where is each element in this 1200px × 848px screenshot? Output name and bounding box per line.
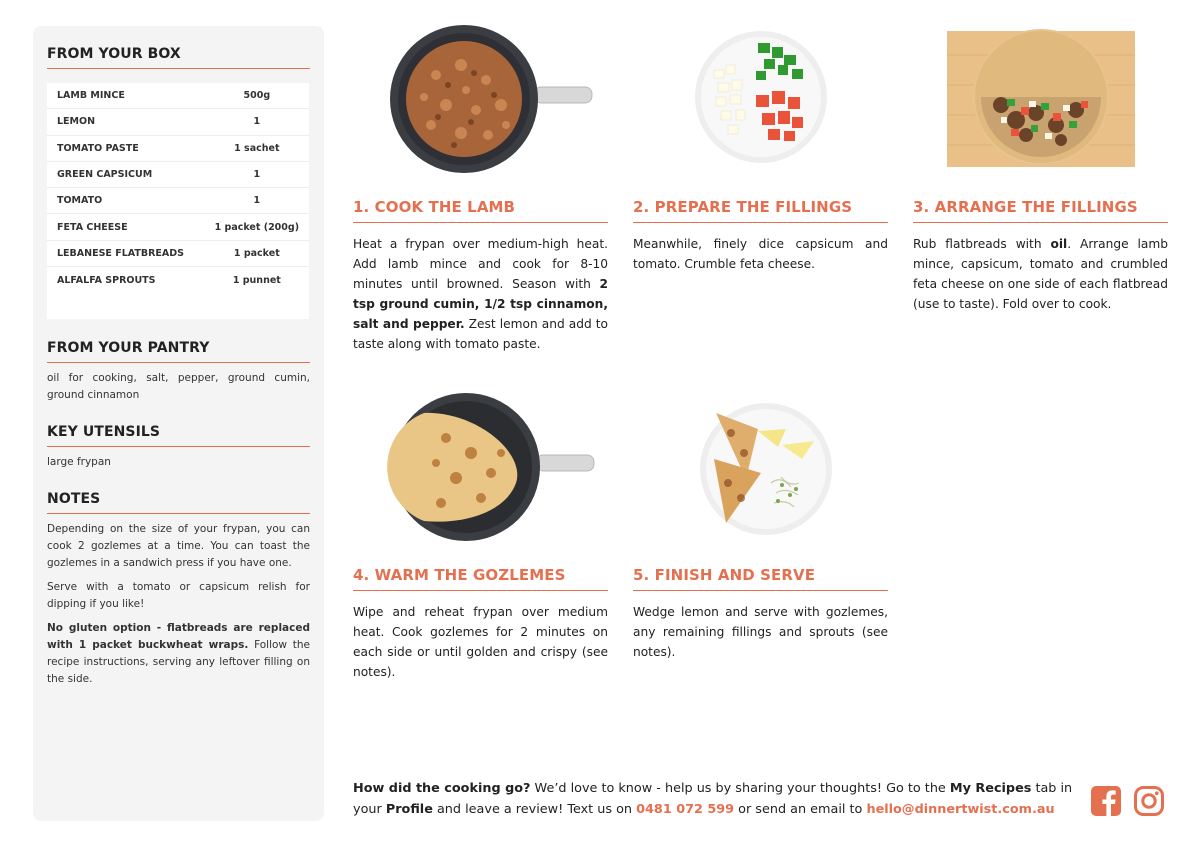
step-text bbox=[353, 234, 608, 354]
footer-bold: How did the cooking go? bbox=[353, 781, 531, 796]
step-text: Wedge lemon and serve with gozlemes, any remaining fillings and sprouts (see notes). bbox=[633, 605, 888, 659]
served-gozleme-image bbox=[633, 392, 888, 542]
ingredient-qty: 1 packet bbox=[233, 247, 280, 259]
ingredient-row bbox=[47, 136, 309, 162]
step-text bbox=[913, 234, 1168, 314]
instagram-icon[interactable] bbox=[1133, 785, 1165, 817]
ingredient-row bbox=[47, 162, 309, 188]
step-2 bbox=[633, 24, 888, 274]
ingredient-row bbox=[47, 83, 309, 109]
pantry-heading: FROM YOUR PANTRY bbox=[47, 340, 310, 363]
ingredient-name: LAMB MINCE bbox=[57, 90, 125, 102]
step-text-part: Heat a frypan over medium-high heat. Add lamb mince and cook for 8-10 minutes until browned. Season with bbox=[353, 237, 608, 291]
step-4 bbox=[353, 392, 608, 682]
ingredient-qty: 1 packet (200g) bbox=[214, 221, 300, 233]
utensils-text: large frypan bbox=[47, 456, 111, 468]
step-title: 5. FINISH AND SERVE bbox=[633, 566, 888, 591]
ingredient-qty: 1 bbox=[253, 116, 261, 128]
fillings-plate-image bbox=[633, 24, 888, 174]
box-heading: FROM YOUR BOX bbox=[47, 46, 310, 69]
ingredient-row bbox=[47, 188, 309, 214]
ingredient-name: ALFALFA SPROUTS bbox=[57, 274, 156, 286]
ingredient-row bbox=[47, 267, 309, 293]
gluten-option-text: No gluten option - flatbreads are replaced with 1 packet buckwheat wraps. bbox=[47, 622, 310, 651]
ingredient-name: GREEN CAPSICUM bbox=[57, 169, 153, 181]
step-title: 4. WARM THE GOZLEMES bbox=[353, 566, 608, 591]
ingredient-qty: 500g bbox=[243, 90, 271, 102]
step-1 bbox=[353, 24, 608, 354]
step-5 bbox=[633, 392, 888, 662]
phone-link[interactable]: 0481 072 599 bbox=[636, 802, 735, 817]
pantry-text: oil for cooking, salt, pepper, ground cumin, ground cinnamon bbox=[47, 372, 310, 401]
step-3 bbox=[913, 24, 1168, 314]
footer-text: and leave a review! Text us on bbox=[432, 802, 637, 817]
step-title: 3. ARRANGE THE FILLINGS bbox=[913, 198, 1168, 223]
step-text-part: . Arrange lamb mince, capsicum, tomato and crumbled feta cheese on one side of each flatbread (use to taste). Fold over to cook. bbox=[913, 237, 1168, 311]
ingredient-qty: 1 bbox=[253, 195, 261, 207]
ingredient-row bbox=[47, 109, 309, 135]
step-text: Meanwhile, finely dice capsicum and tomato. Crumble feta cheese. bbox=[633, 237, 888, 271]
step-title: 1. COOK THE LAMB bbox=[353, 198, 608, 223]
footer-text: tab in your bbox=[353, 781, 1073, 817]
ingredient-name: LEMON bbox=[57, 116, 96, 128]
step-text-bold: 2 tsp ground cumin, 1/2 tsp cinnamon, salt and pepper. bbox=[353, 277, 608, 331]
notes-heading: NOTES bbox=[47, 491, 310, 514]
step-text: Wipe and reheat frypan over medium heat. Cook gozlemes for 2 minutes on each side or until golden and crispy (see notes). bbox=[353, 605, 608, 679]
ingredient-name: FETA CHEESE bbox=[57, 221, 128, 233]
step-text-bold: oil bbox=[1050, 237, 1068, 251]
ingredients-table bbox=[47, 83, 309, 319]
pantry-section bbox=[47, 340, 310, 404]
ingredient-name: LEBANESE FLATBREADS bbox=[57, 247, 184, 259]
ingredient-row bbox=[47, 214, 309, 240]
notes-paragraph: Serve with a tomato or capsicum relish for dipping if you like! bbox=[47, 581, 310, 610]
ingredient-qty: 1 sachet bbox=[234, 142, 280, 154]
my-recipes-label: My Recipes bbox=[949, 781, 1032, 796]
step-title: 2. PREPARE THE FILLINGS bbox=[633, 198, 888, 223]
step-text-part: Zest lemon and add to taste along with tomato paste. bbox=[353, 317, 609, 351]
step-text-part: Rub flatbreads with bbox=[913, 237, 1051, 251]
frypan-lamb-image bbox=[353, 24, 608, 174]
utensils-section bbox=[47, 424, 310, 471]
utensils-heading: KEY UTENSILS bbox=[47, 424, 310, 447]
ingredient-name: TOMATO PASTE bbox=[57, 142, 139, 154]
flatbread-board-image bbox=[913, 24, 1168, 174]
ingredient-qty: 1 bbox=[253, 169, 261, 181]
sidebar bbox=[33, 26, 324, 821]
ingredient-row bbox=[47, 241, 309, 267]
ingredient-name: TOMATO bbox=[57, 195, 103, 207]
notes-paragraph bbox=[47, 620, 310, 688]
email-link[interactable]: hello@dinnertwist.com.au bbox=[866, 802, 1055, 817]
notes-paragraph: Depending on the size of your frypan, you can cook 2 gozlemes at a time. You can toast the gozlemes in a sandwich press if you have one. bbox=[47, 523, 310, 569]
profile-label: Profile bbox=[385, 802, 433, 817]
frypan-gozleme-image bbox=[353, 392, 608, 542]
ingredient-qty: 1 punnet bbox=[232, 274, 281, 286]
notes-text: Follow the recipe instructions, serving any leftover filling on the side. bbox=[47, 639, 310, 685]
footer-text: We’d love to know - help us by sharing your thoughts! Go to the bbox=[530, 781, 950, 796]
facebook-icon[interactable] bbox=[1090, 785, 1122, 817]
footer-text: or send an email to bbox=[734, 802, 867, 817]
review-footer bbox=[353, 778, 1073, 820]
notes-section bbox=[47, 491, 310, 688]
